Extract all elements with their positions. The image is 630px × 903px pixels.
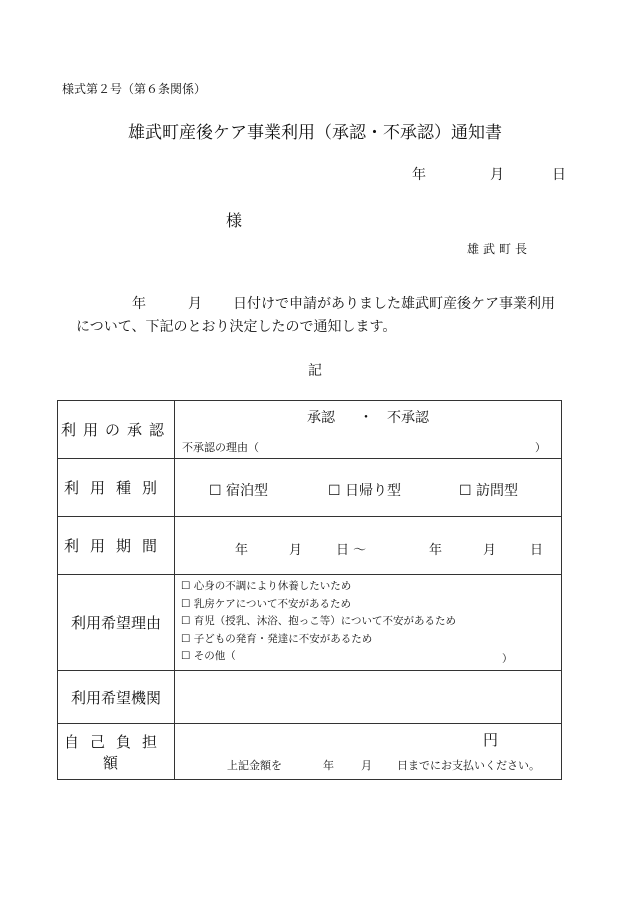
reason-other-close: ） [502, 653, 513, 665]
separator-dot: ・ [359, 410, 373, 426]
period-end-year: 年 [429, 543, 443, 558]
reason-item[interactable]: ☐ その他（ [181, 650, 236, 662]
approval-cell [175, 401, 562, 459]
label-approval: 利用の承認 [58, 401, 175, 459]
issuer: 雄武町長 [467, 242, 532, 256]
reason-item[interactable]: ☐ 心身の不調により休養したいため [181, 580, 352, 592]
cost-due-year: 年 [323, 759, 334, 772]
date-year: 年 [412, 167, 426, 183]
row-facility [58, 671, 562, 724]
cost-yen: 円 [483, 731, 499, 749]
reject-reason-close: ） [535, 441, 546, 454]
row-reason [58, 575, 562, 671]
approve-option[interactable]: 承認 [307, 410, 335, 426]
cost-due-month: 月 [361, 759, 372, 772]
row-type [58, 459, 562, 517]
date-day: 日 [552, 167, 566, 183]
period-start-month: 月 [289, 543, 303, 558]
type-option-visit[interactable]: ☐ 訪問型 [459, 483, 519, 499]
label-reason: 利用希望理由 [58, 575, 175, 671]
facility-cell[interactable] [175, 671, 562, 724]
period-start-year: 年 [235, 543, 249, 558]
label-cost: 自己負担額 [58, 724, 175, 780]
body-month: 月 [188, 296, 202, 312]
body-year: 年 [132, 296, 146, 312]
label-facility: 利用希望機関 [58, 671, 175, 724]
ki-heading: 記 [308, 363, 322, 379]
date-month: 月 [490, 167, 504, 183]
document-title: 雄武町産後ケア事業利用（承認・不承認）通知書 [128, 123, 502, 143]
type-option-daytrip[interactable]: ☐ 日帰り型 [328, 483, 402, 499]
row-cost [58, 724, 562, 780]
row-approval [58, 401, 562, 459]
cost-due-suffix: 日までにお支払いください。 [397, 759, 540, 772]
recipient-suffix: 様 [226, 211, 243, 230]
reason-item[interactable]: ☐ 子どもの発育・発達に不安があるため [181, 632, 373, 645]
row-period [58, 517, 562, 575]
label-period: 利用期間 [58, 517, 175, 575]
application-table [57, 400, 562, 780]
type-cell [175, 459, 562, 517]
body-line1: 日付けで申請がありました雄武町産後ケア事業利用 [233, 296, 555, 312]
reject-option[interactable]: 不承認 [387, 410, 429, 426]
period-cell [175, 517, 562, 575]
label-type: 利用種別 [58, 459, 175, 517]
reason-cell [175, 575, 562, 671]
cost-due-prefix: 上記金額を [227, 759, 282, 772]
reason-item[interactable]: ☐ 乳房ケアについて不安があるため [181, 597, 352, 610]
period-end-day: 日 [530, 543, 544, 558]
period-start-day: 日 〜 [336, 543, 367, 558]
body-line2: について、下記のとおり決定したので通知します。 [76, 319, 397, 335]
form-number: 様式第２号（第６条関係） [62, 82, 207, 96]
type-option-overnight[interactable]: ☐ 宿泊型 [209, 483, 269, 499]
cost-cell [175, 724, 562, 780]
reason-item[interactable]: ☐ 育児（授乳、沐浴、抱っこ等）について不安があるため [181, 615, 457, 627]
period-end-month: 月 [483, 543, 497, 558]
reject-reason-label: 不承認の理由（ [182, 441, 259, 454]
